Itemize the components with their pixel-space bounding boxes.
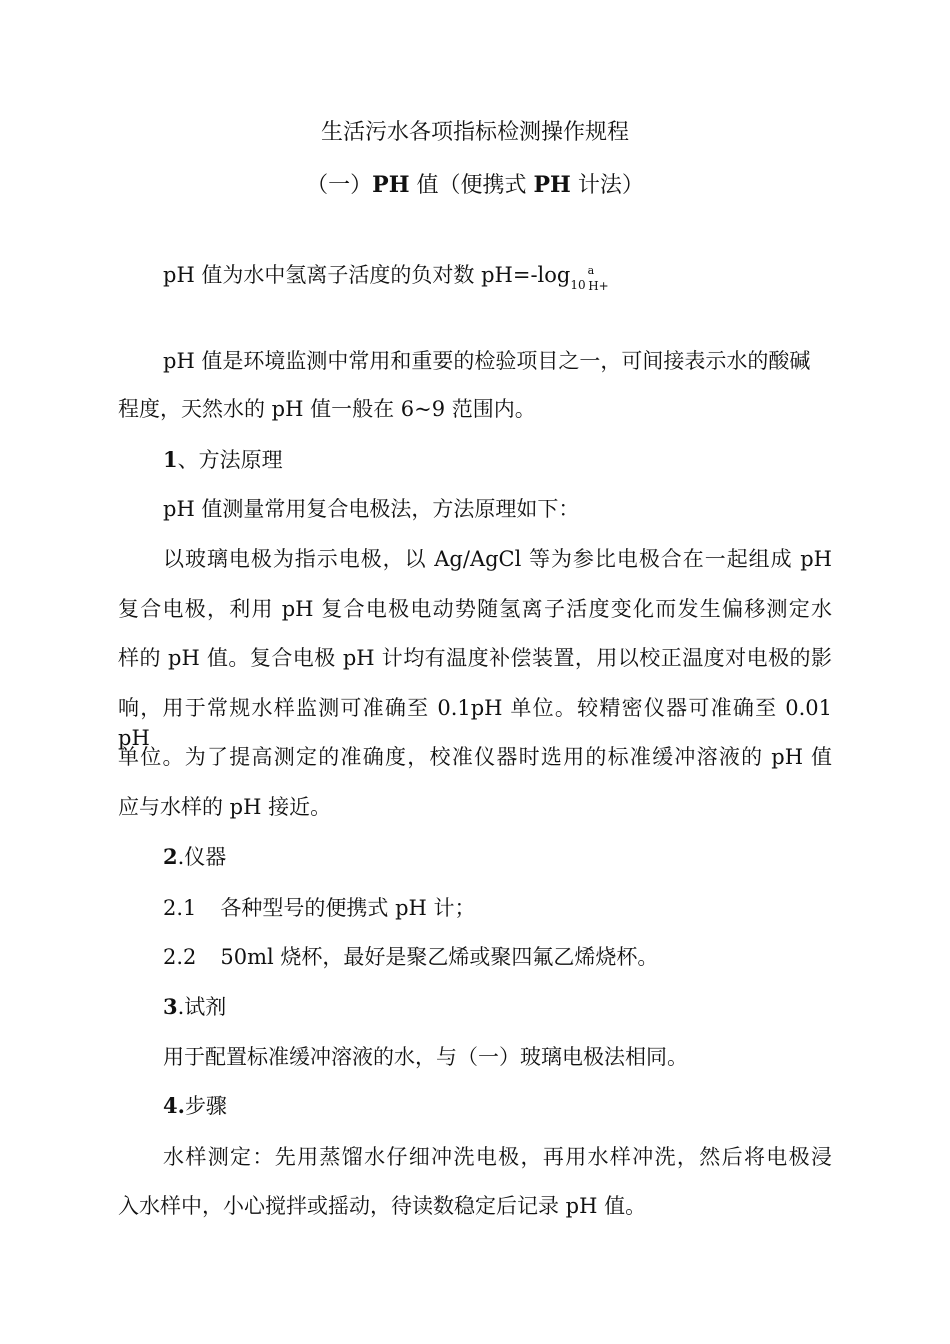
ph-definition: [163, 256, 609, 301]
procedure-line-1: 水样测定：先用蒸馏水仔细冲洗电极，再用水样冲洗，然后将电极浸: [163, 1145, 832, 1169]
item-text: 50ml 烧杯，最好是聚乙烯或聚四氟乙烯烧杯。: [220, 945, 659, 969]
intro-line-1: pH 值是环境监测中常用和重要的检验项目之一，可间接表示水的酸碱: [163, 349, 811, 373]
definition-text: pH 值为水中氢离子活度的负对数 pH=-log: [163, 263, 571, 287]
subtitle-suffix: 计法）: [570, 173, 644, 198]
section-2-heading: [163, 842, 226, 872]
subtitle-ph-2: PH: [533, 172, 571, 198]
item-text: 各种型号的便携式 pH 计；: [220, 896, 476, 920]
principle-line-3: 样的 pH 值。复合电极 pH 计均有温度补偿装置，用以校正温度对电极的影: [118, 646, 832, 670]
log-base: 10: [570, 278, 586, 292]
section-1-title: 、方法原理: [177, 448, 283, 472]
document-subtitle: [0, 170, 950, 201]
item-number: 2.2: [163, 945, 197, 969]
principle-line-1: 以玻璃电极为指示电极，以 Ag/AgCl 等为参比电极合在一起组成 pH: [163, 547, 832, 571]
section-1-number: 1: [163, 447, 178, 472]
section-3-title: .试剂: [177, 995, 227, 1019]
subtitle-mid: 值（便携式: [409, 173, 534, 198]
section-1-heading: [163, 445, 283, 475]
principle-line-2: 复合电极，利用 pH 复合电极电动势随氢离子活度变化而发生偏移测定水: [118, 597, 832, 621]
title-text: 生活污水各项指标检测操作规程: [320, 120, 629, 145]
section-4-number: 4.: [163, 1093, 185, 1118]
hydrogen-ion-subscript: H+: [588, 279, 609, 293]
section-1-lead: pH 值测量常用复合电极法，方法原理如下：: [163, 497, 580, 521]
instrument-item-1: [163, 893, 476, 923]
subtitle-prefix: （一）: [306, 173, 373, 198]
document-title: [0, 118, 950, 148]
reagent-text: 用于配置标准缓冲溶液的水，与（一）玻璃电极法相同。: [163, 1045, 688, 1069]
procedure-line-2: 入水样中，小心搅拌或摇动，待读数稳定后记录 pH 值。: [118, 1194, 647, 1218]
activity-symbol: a: [587, 264, 595, 277]
item-number: 2.1: [163, 896, 197, 920]
principle-line-6: 应与水样的 pH 接近。: [118, 795, 332, 819]
subtitle-ph-1: PH: [372, 172, 410, 198]
section-4-heading: [163, 1091, 227, 1121]
instrument-item-2: [163, 942, 658, 972]
section-3-number: 3: [163, 994, 178, 1019]
principle-line-4: 响，用于常规水样监测可准确至 0.1pH 单位。较精密仪器可准确至 0.01 pH: [118, 696, 832, 750]
section-2-number: 2: [163, 844, 178, 869]
section-4-title: 步骤: [184, 1094, 227, 1118]
section-2-title: .仪器: [177, 845, 227, 869]
intro-line-2: 程度，天然水的 pH 值一般在 6~9 范围内。: [118, 397, 536, 421]
section-3-heading: [163, 992, 226, 1022]
principle-line-5: 单位。为了提高测定的准确度，校准仪器时选用的标准缓冲溶液的 pH 值: [118, 745, 832, 769]
